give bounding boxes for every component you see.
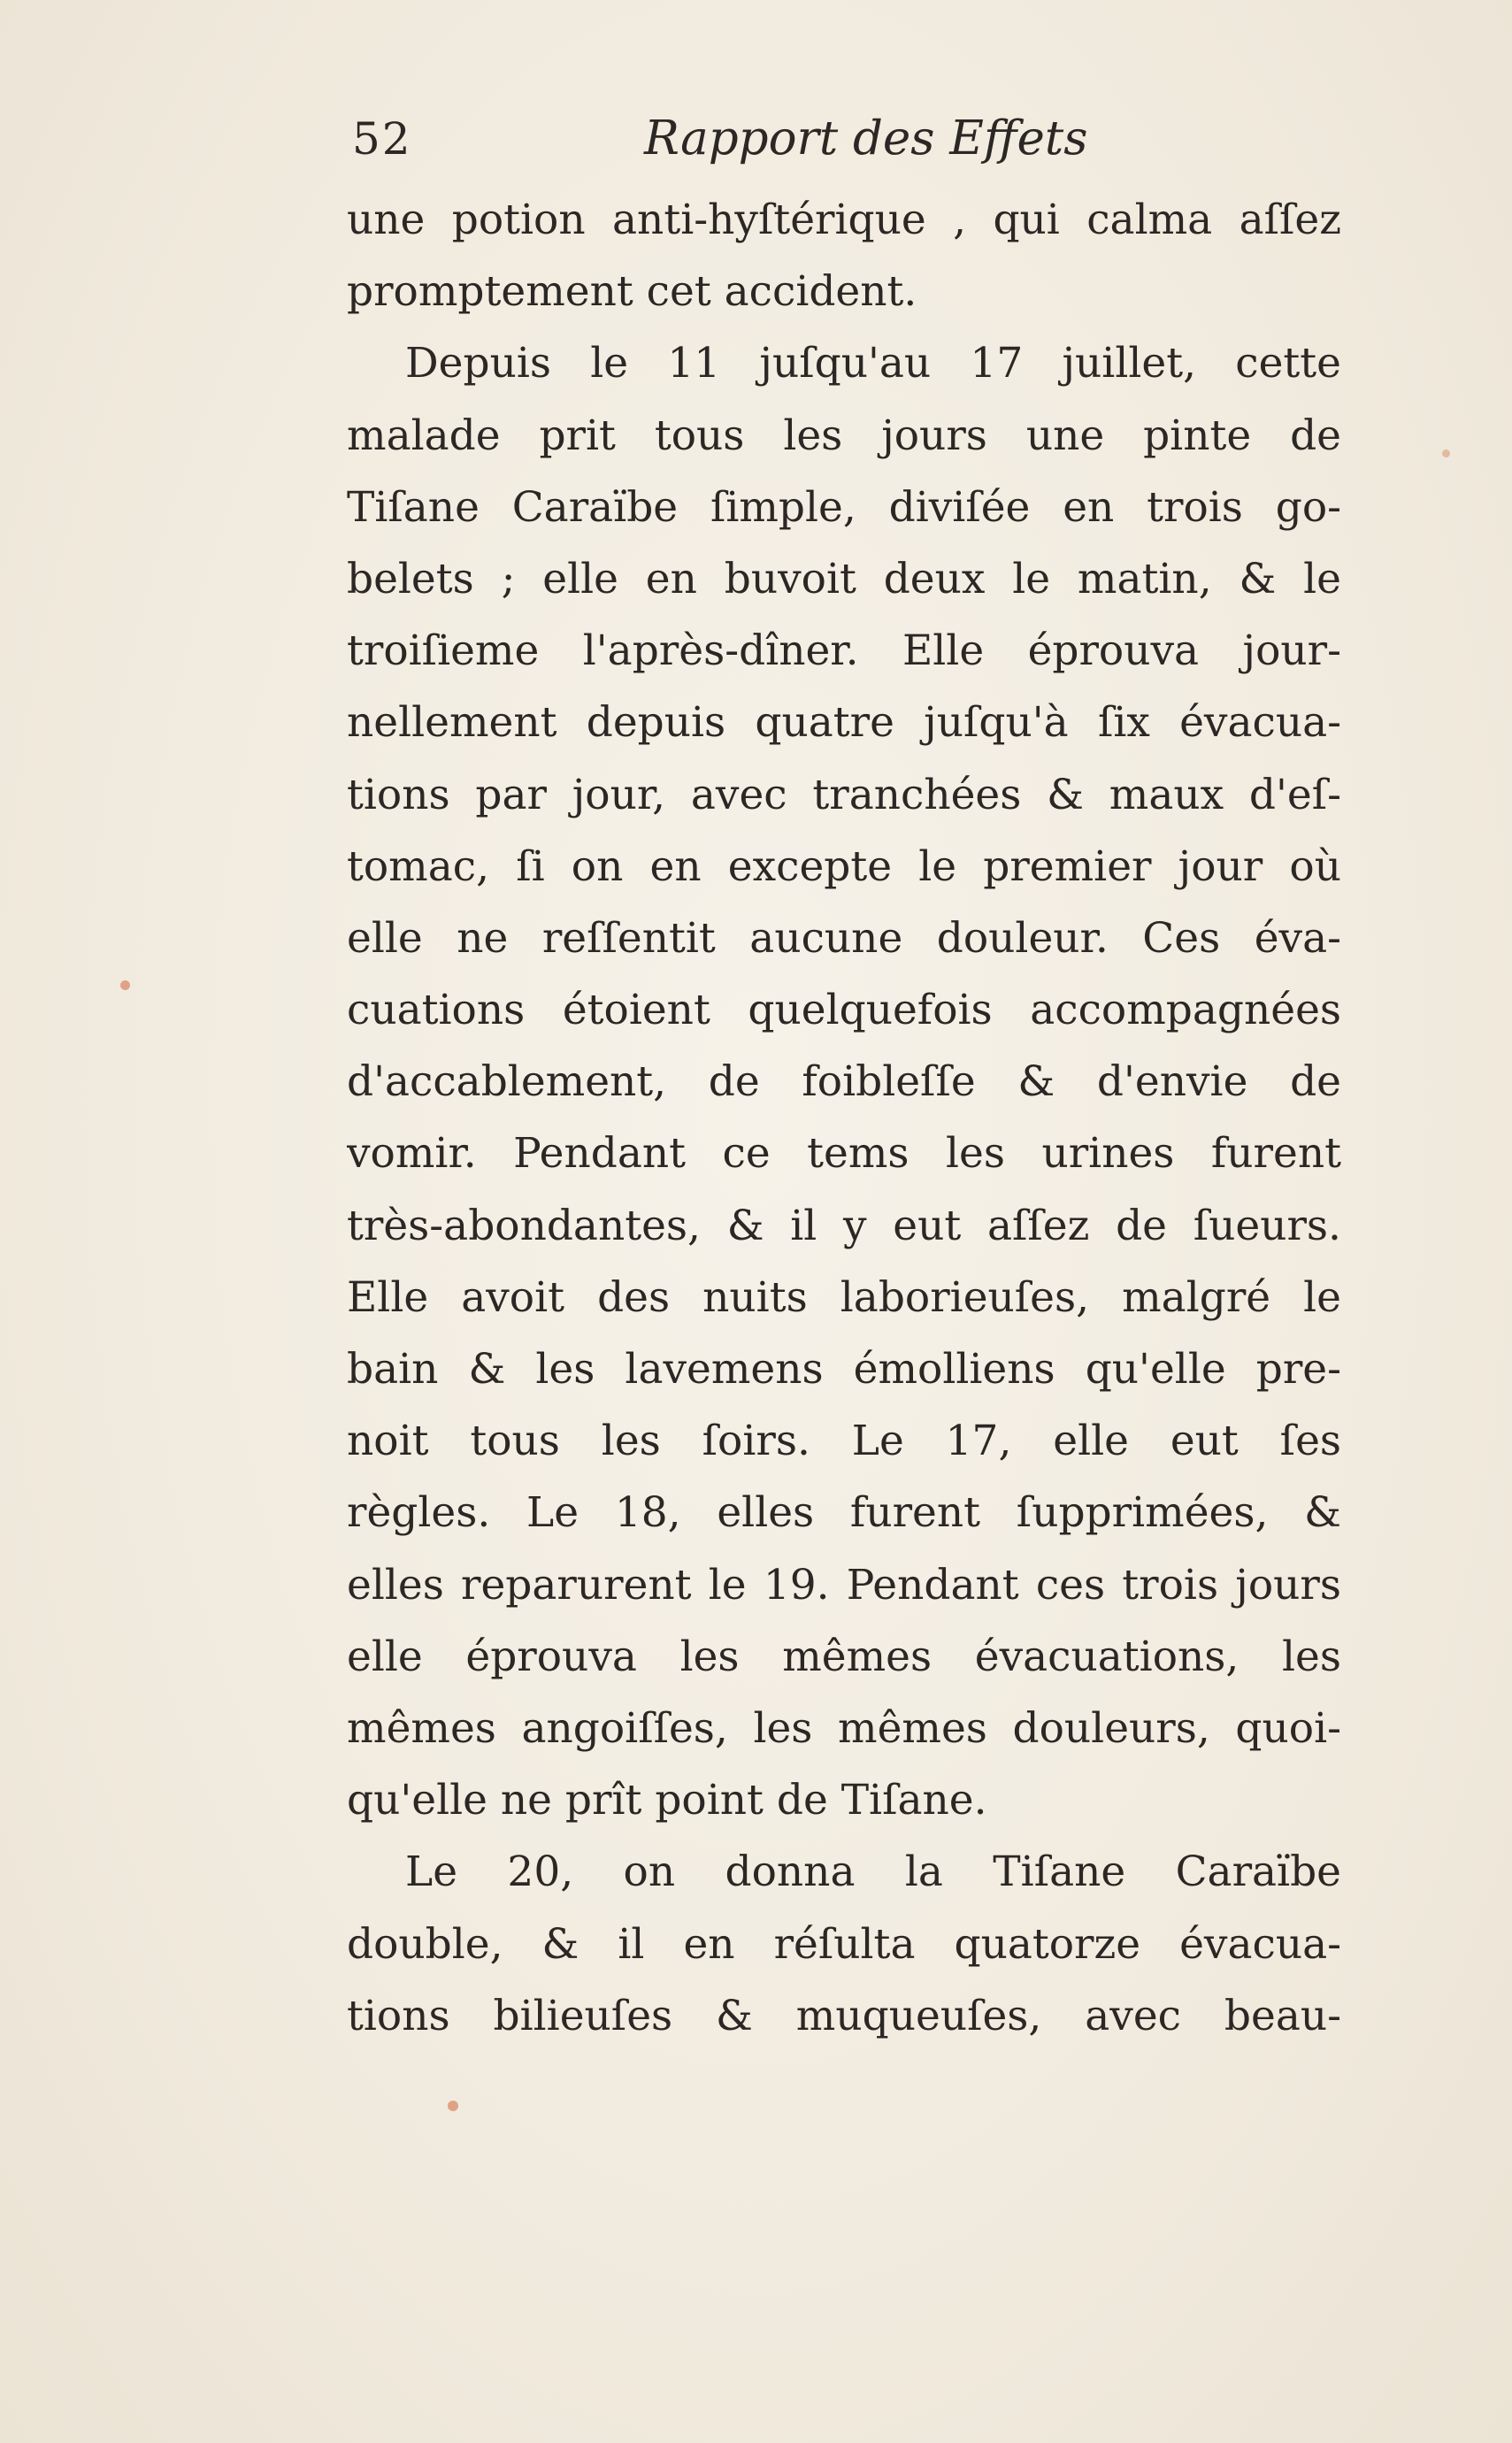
text-line: qu'elle ne prît point de Tiſane. bbox=[347, 1776, 987, 1825]
page-number: 52 bbox=[352, 113, 412, 165]
body-text bbox=[347, 184, 1341, 2052]
text-line: très-abondantes, & il y eut aſſez de ſueurs. bbox=[347, 1201, 1341, 1250]
text-line: tomac, ſi on en excepte le premier jour où bbox=[347, 841, 1341, 891]
text-line: Depuis le 11 juſqu'au 17 juillet, cette bbox=[405, 339, 1341, 388]
text-line: règles. Le 18, elles furent ſupprimées, & bbox=[347, 1488, 1341, 1538]
paper-stain bbox=[1442, 449, 1450, 457]
text-line: belets ; elle en buvoit deux le matin, & le bbox=[347, 554, 1341, 603]
text-line: Le 20, on donna la Tiſane Caraïbe bbox=[405, 1848, 1341, 1897]
text-line: Tiſane Caraïbe ſimple, diviſée en trois go- bbox=[347, 482, 1341, 532]
text-line: promptement cet accident. bbox=[347, 267, 917, 317]
paper-stain bbox=[448, 2101, 458, 2111]
text-line: Elle avoit des nuits laborieuſes, malgré le bbox=[347, 1272, 1341, 1322]
text-line: noit tous les ſoirs. Le 17, elle eut ſes bbox=[347, 1417, 1341, 1466]
text-line: une potion anti-hyſtérique , qui calma aſſez bbox=[347, 196, 1341, 244]
text-line: elle éprouva les mêmes évacuations, les bbox=[347, 1632, 1341, 1681]
running-title: Rapport des Effets bbox=[644, 111, 1088, 165]
text-line: double, & il en réſulta quatorze évacua- bbox=[347, 1919, 1341, 1969]
text-line: nellement depuis quatre juſqu'à ſix évacua- bbox=[347, 698, 1341, 748]
text-line: tions bilieuſes & muqueuſes, avec beau- bbox=[347, 1991, 1341, 2040]
text-line: troiſieme l'après-dîner. Elle éprouva jour- bbox=[347, 626, 1341, 676]
text-line: d'accablement, de foibleſſe & d'envie de bbox=[347, 1057, 1341, 1107]
text-line: cuations étoient quelquefois accompagnées bbox=[347, 986, 1341, 1035]
text-line: malade prit tous les jours une pinte de bbox=[347, 411, 1341, 460]
text-line: vomir. Pendant ce tems les urines furent bbox=[347, 1129, 1341, 1179]
text-line: tions par jour, avec tranchées & maux d'eſ- bbox=[347, 770, 1341, 819]
text-line: mêmes angoiſſes, les mêmes douleurs, quoi- bbox=[347, 1703, 1341, 1753]
text-line: elle ne reſſentit aucune douleur. Ces éva- bbox=[347, 913, 1341, 963]
text-line: elles reparurent le 19. Pendant ces trois jours bbox=[347, 1560, 1341, 1609]
page-header bbox=[352, 111, 1341, 182]
paper-stain bbox=[120, 980, 130, 990]
text-line: bain & les lavemens émolliens qu'elle pre- bbox=[347, 1345, 1341, 1394]
